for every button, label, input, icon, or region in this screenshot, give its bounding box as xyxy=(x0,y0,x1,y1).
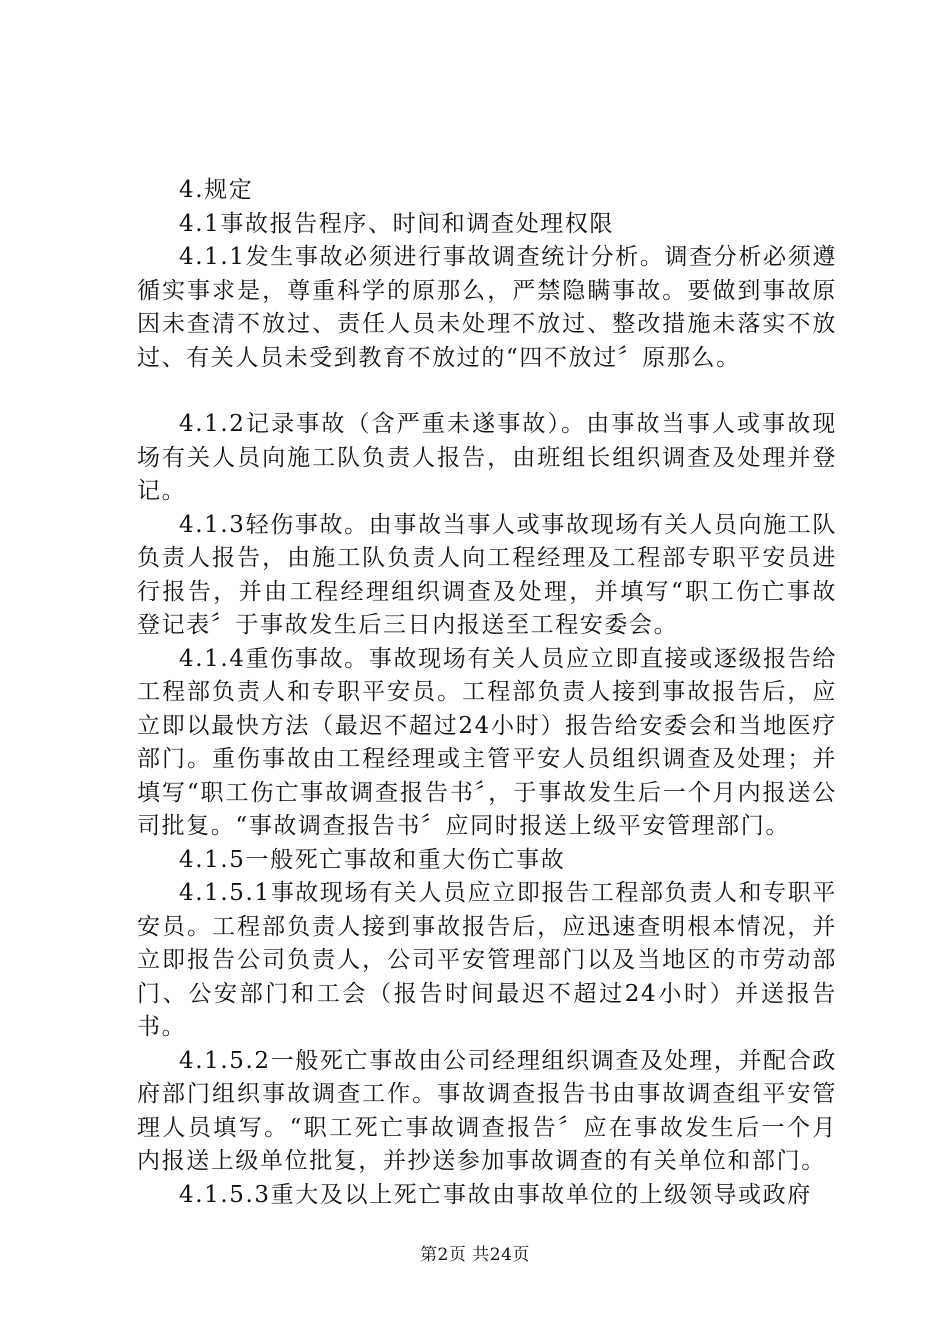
paragraph-4-1-5: 4.1.5一般死亡事故和重大伤亡事故 xyxy=(179,846,566,873)
section-heading: 4.规定 xyxy=(179,177,254,203)
paragraph-4-1-5-2: 4.1.5.2一般死亡事故由公司经理组织调查及处理，并配合政府部门组织事故调查工作。事故调查报告书由事故调查组平安管理人员填写。“职工死亡事故调查报告〞应在事故发生后一个月内报送上级单位批复，并抄送参加事故调查的有关单位和部门。 xyxy=(137,1047,837,1174)
page-number-footer: 第2页 共24页 xyxy=(420,1245,530,1265)
paragraph-4-1-2: 4.1.2记录事故（含严重未遂事故）。由事故当事人或事故现场有关人员向施工队负责人报告，由班组长组织调查及处理并登记。 xyxy=(137,411,837,504)
paragraph-4-1-3: 4.1.3轻伤事故。由事故当事人或事故现场有关人员向施工队负责人报告，由施工队负责人向工程经理及工程部专职平安员进行报告，并由工程经理组织调查及处理，并填写“职工伤亡事故登记表〞于事故发生后三日内报送至工程安委会。 xyxy=(137,511,837,638)
subsection-heading: 4.1事故报告程序、时间和调查处理权限 xyxy=(179,210,614,237)
paragraph-4-1-1: 4.1.1发生事故必须进行事故调查统计分析。调查分析必须遵循实事求是，尊重科学的原那么，严禁隐瞒事故。要做到事故原因未查清不放过、责任人员未处理不放过、整改措施未落实不放过、有关人员未受到教育不放过的“四不放过〞原那么。 xyxy=(137,244,837,371)
paragraph-4-1-5-3: 4.1.5.3重大及以上死亡事故由事故单位的上级领导或政府 xyxy=(179,1181,812,1208)
paragraph-4-1-4: 4.1.4重伤事故。事故现场有关人员应立即直接或逐级报告给工程部负责人和专职平安员。工程部负责人接到事故报告后，应立即以最快方法（最迟不超过24小时）报告给安委会和当地医疗部门。重伤事故由工程经理或主管平安人员组织调查及处理；并填写“职工伤亡事故调查报告书〞，于事故发生后一个月内报送公司批复。“事故调查报告书〞应同时报送上级平安管理部门。 xyxy=(137,645,837,839)
paragraph-4-1-5-1: 4.1.5.1事故现场有关人员应立即报告工程部负责人和专职平安员。工程部负责人接到事故报告后，应迅速查明根本情况，并立即报告公司负责人，公司平安管理部门以及当地区的市劳动部门、公安部门和工会（报告时间最迟不超过24小时）并送报告书。 xyxy=(137,880,837,1040)
document-body xyxy=(137,174,837,1212)
